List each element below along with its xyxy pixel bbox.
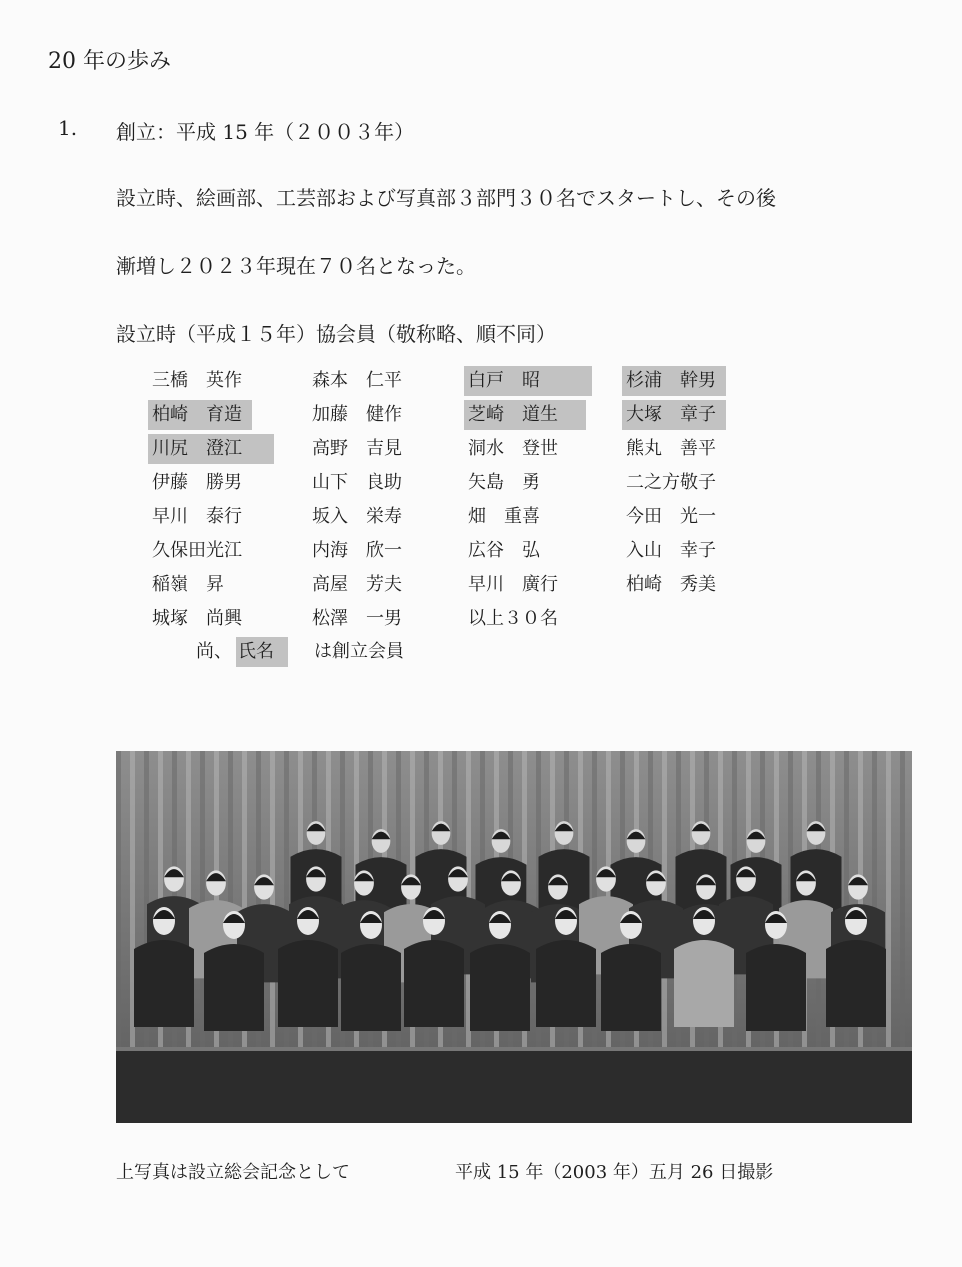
member-name: 柏崎 秀美 — [626, 574, 716, 595]
member-name: 大塚 章子 — [622, 400, 726, 430]
member-name: 森本 仁平 — [312, 370, 402, 391]
paragraph-1: 設立時、絵画部、工芸部および写真部３部門３０名でスタートし、その後 — [116, 186, 776, 210]
member-name: 早川 廣行 — [468, 574, 558, 595]
member-name: 伊藤 勝男 — [152, 472, 242, 493]
photo-date: 平成 15 年（2003 年）五月 26 日撮影 — [455, 1162, 774, 1183]
member-name: 洞水 登世 — [468, 438, 558, 459]
member-name: 高野 吉見 — [312, 438, 402, 459]
member-name: 杉浦 幹男 — [622, 366, 726, 396]
member-name: 早川 泰行 — [152, 506, 242, 527]
note-suffix: は創立会員 — [314, 641, 404, 662]
member-name: 稲嶺 昇 — [152, 574, 224, 595]
member-name: 二之方敬子 — [626, 472, 716, 493]
group-photo — [116, 751, 912, 1123]
member-name: 川尻 澄江 — [148, 434, 274, 464]
member-name: 熊丸 善平 — [626, 438, 716, 459]
member-name: 入山 幸子 — [626, 540, 716, 561]
member-name: 今田 光一 — [626, 506, 716, 527]
member-name: 坂入 栄寿 — [312, 506, 402, 527]
member-name: 広谷 弘 — [468, 540, 540, 561]
member-name: 矢島 勇 — [468, 472, 540, 493]
group-photo-image — [116, 751, 912, 1123]
member-name: 柏崎 育造 — [148, 400, 252, 430]
member-name: 久保田光江 — [152, 540, 242, 561]
member-name: 城塚 尚興 — [152, 608, 242, 629]
member-name: 山下 良助 — [312, 472, 402, 493]
page-title: 20 年の歩み — [48, 49, 171, 74]
member-name: 松澤 一男 — [312, 608, 402, 629]
section-number: 1. — [58, 116, 78, 140]
note-highlighted-word: 氏名 — [236, 637, 288, 667]
member-name: 以上３０名 — [468, 608, 558, 629]
note-prefix: 尚、 — [196, 641, 232, 662]
member-name: 白戸 昭 — [464, 366, 592, 396]
member-name: 畑 重喜 — [468, 506, 540, 527]
member-name: 三橋 英作 — [152, 370, 242, 391]
member-name: 芝崎 道生 — [464, 400, 586, 430]
member-name: 高屋 芳夫 — [312, 574, 402, 595]
paragraph-2: 漸増し２０２３年現在７０名となった。 — [116, 254, 476, 278]
members-heading: 設立時（平成１５年）協会員（敬称略、順不同） — [116, 322, 556, 346]
section-heading: 創立：平成 15 年（２００３年） — [116, 120, 415, 144]
member-name: 加藤 健作 — [312, 404, 402, 425]
member-name: 内海 欣一 — [312, 540, 402, 561]
photo-caption: 上写真は設立総会記念として — [116, 1162, 350, 1183]
